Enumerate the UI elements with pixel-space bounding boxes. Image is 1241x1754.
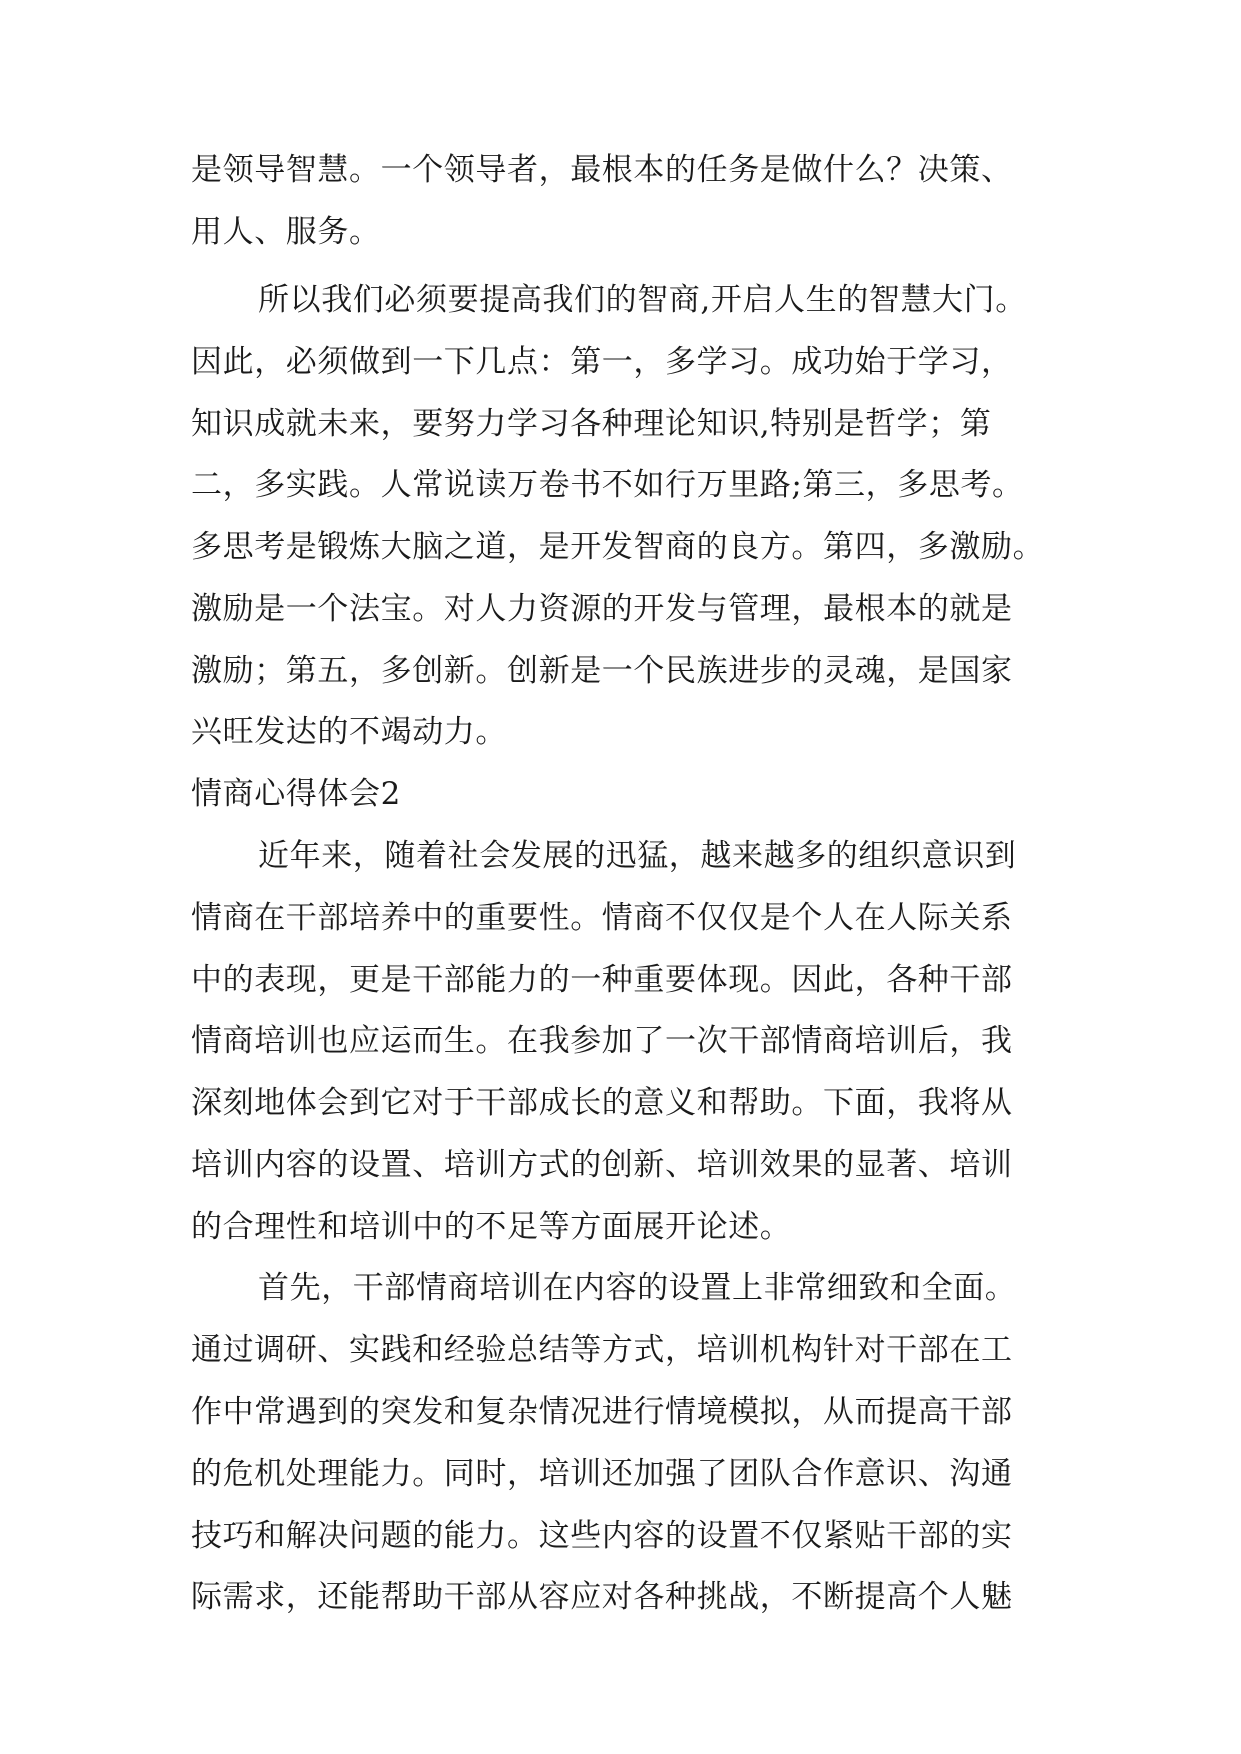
- text-line: 近年来，随着社会发展的迅猛，越来越多的组织意识到: [258, 838, 1017, 874]
- text-line: 所以我们必须要提高我们的智商,开启人生的智慧大门。: [258, 282, 1027, 318]
- text-line: 际需求，还能帮助干部从容应对各种挑战，不断提高个人魅: [191, 1579, 1013, 1615]
- text-line: 深刻地体会到它对于干部成长的意义和帮助。下面，我将从: [191, 1085, 1013, 1121]
- text-line: 激励是一个法宝。对人力资源的开发与管理，最根本的就是: [191, 591, 1013, 627]
- text-line: 激励；第五，多创新。创新是一个民族进步的灵魂，是国家: [191, 653, 1013, 689]
- text-line: 因此，必须做到一下几点：第一，多学习。成功始于学习，: [191, 344, 1013, 380]
- text-line: 通过调研、实践和经验总结等方式，培训机构针对干部在工: [191, 1332, 1013, 1368]
- text-line: 技巧和解决问题的能力。这些内容的设置不仅紧贴干部的实: [191, 1518, 1013, 1554]
- text-line: 用人、服务。: [191, 214, 381, 250]
- text-line: 的危机处理能力。同时，培训还加强了团队合作意识、沟通: [191, 1456, 1013, 1492]
- text-line: 情商培训也应运而生。在我参加了一次干部情商培训后，我: [191, 1023, 1013, 1059]
- text-line: 的合理性和培训中的不足等方面展开论述。: [191, 1209, 792, 1245]
- text-line: 首先，干部情商培训在内容的设置上非常细致和全面。: [258, 1270, 1017, 1306]
- text-line: 多思考是锻炼大脑之道，是开发智商的良方。第四，多激励。: [191, 529, 1045, 565]
- text-line: 是领导智慧。一个领导者，最根本的任务是做什么？决策、: [191, 152, 1013, 188]
- text-line: 二，多实践。人常说读万卷书不如行万里路;第三，多思考。: [191, 467, 1024, 503]
- text-line: 兴旺发达的不竭动力。: [191, 714, 507, 750]
- text-line: 培训内容的设置、培训方式的创新、培训效果的显著、培训: [191, 1147, 1013, 1183]
- text-line: 中的表现，更是干部能力的一种重要体现。因此，各种干部: [191, 962, 1013, 998]
- text-line: 知识成就未来，要努力学习各种理论知识,特别是哲学；第: [191, 406, 992, 442]
- text-line: 情商在干部培养中的重要性。情商不仅仅是个人在人际关系: [191, 900, 1013, 936]
- text-line: 作中常遇到的突发和复杂情况进行情境模拟，从而提高干部: [191, 1394, 1013, 1430]
- section-heading: 情商心得体会2: [191, 776, 401, 812]
